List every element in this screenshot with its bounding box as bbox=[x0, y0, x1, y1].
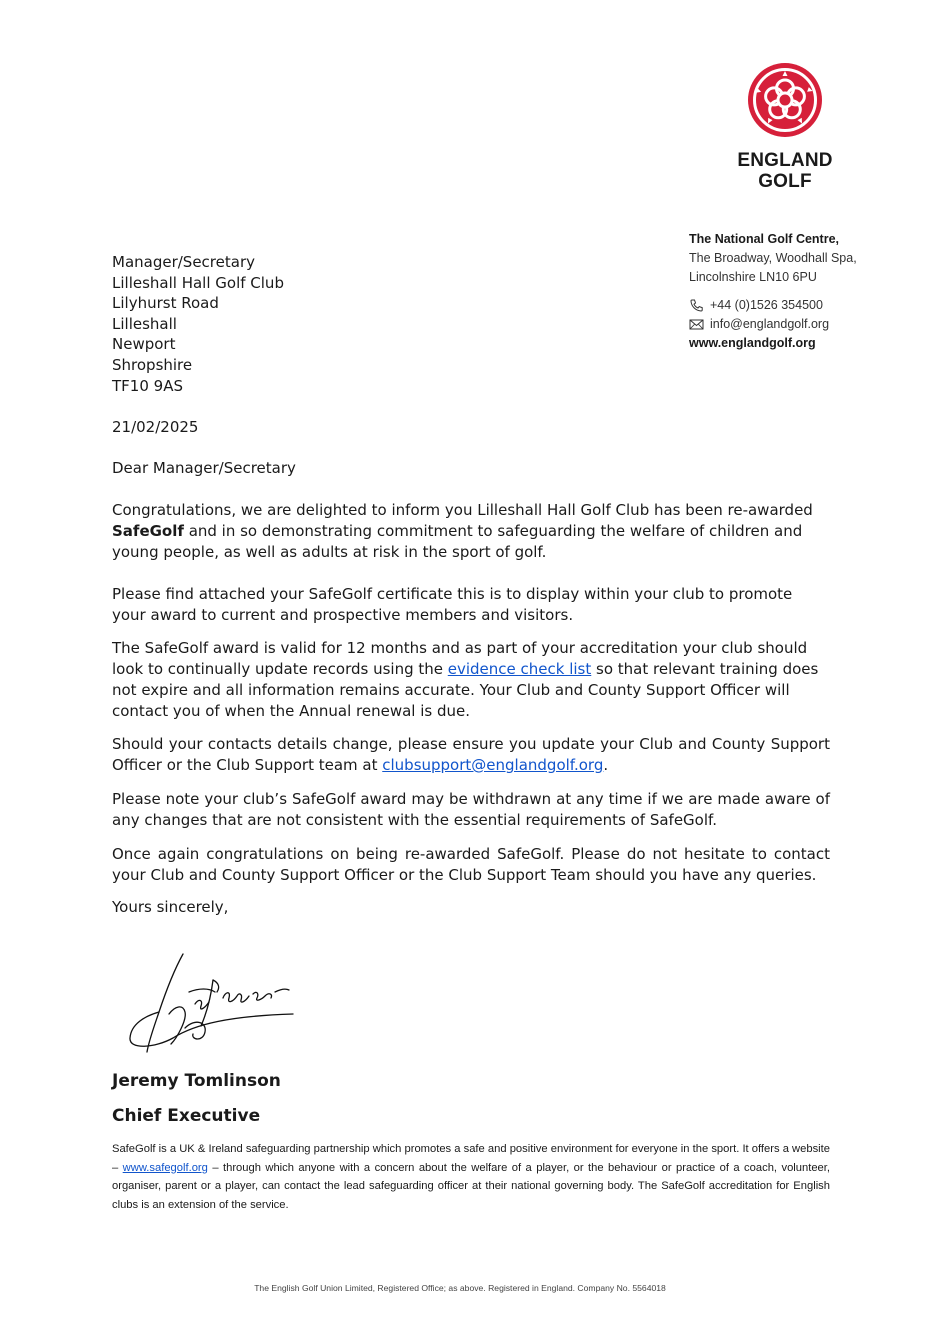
paragraph-certificate: Please find attached your SafeGolf certificate this is to display within your club to promote your award to current and prospective members and visitors. bbox=[112, 585, 793, 624]
sender-address bbox=[689, 230, 857, 353]
paragraph-text: Congratulations, we are delighted to inform you Lilleshall Hall Golf Club has been re-awarded bbox=[112, 501, 813, 519]
signer-name: Jeremy Tomlinson bbox=[112, 1071, 281, 1091]
letter-date: 21/02/2025 bbox=[112, 418, 199, 436]
sender-email-row bbox=[689, 315, 857, 334]
sender-phone: +44 (0)1526 354500 bbox=[710, 298, 823, 312]
safegolf-bold: SafeGolf bbox=[112, 522, 184, 540]
clubsupport-email-link[interactable]: clubsupport@englandgolf.org bbox=[382, 756, 604, 774]
logo-line-golf: GOLF bbox=[758, 171, 812, 192]
logo-line-england: ENGLAND bbox=[737, 150, 833, 171]
legal-footer: The English Golf Union Limited, Registered Office; as above. Registered in England. Company No. 5564018 bbox=[254, 1283, 666, 1293]
footer-note-text: SafeGolf is a UK & Ireland safeguarding partnership which promotes a safe and positive environment for everyone in the sport. It offers a website – bbox=[112, 1143, 830, 1174]
recipient-line: TF10 9AS bbox=[112, 376, 183, 395]
footer-note-text: – through which anyone with a concern about the welfare of a player, or the behaviour or practice of a coach, volunteer, organiser, parent or a player, can contact the lead safeguarding officer at their national governing body. The SafeGolf accreditation for English clubs is an extension of the service. bbox=[112, 1161, 830, 1211]
sender-name: The National Golf Centre, bbox=[689, 232, 840, 246]
sender-website[interactable]: www.englandgolf.org bbox=[689, 336, 816, 350]
recipient-line: Lilyhurst Road bbox=[112, 294, 219, 313]
signature-image bbox=[125, 952, 300, 1057]
rose-emblem-icon bbox=[745, 60, 825, 140]
safegolf-website-link[interactable]: www.safegolf.org bbox=[122, 1161, 208, 1174]
recipient-address bbox=[112, 252, 284, 396]
evidence-check-list-link[interactable]: evidence check list bbox=[447, 660, 592, 678]
closing: Yours sincerely, bbox=[112, 898, 229, 916]
sender-address-line2: Lincolnshire LN10 6PU bbox=[689, 270, 817, 284]
envelope-icon bbox=[689, 318, 704, 331]
recipient-line: Shropshire bbox=[112, 355, 193, 374]
recipient-line: Manager/Secretary bbox=[112, 253, 255, 271]
recipient-line: Lilleshall Hall Golf Club bbox=[112, 273, 284, 292]
paragraph-closing-congrats: Once again congratulations on being re-awarded SafeGolf. Please do not hesitate to contact your Club and County Support Officer or the Club Support Team should you have any queries. bbox=[112, 845, 830, 884]
paragraph-withdrawal: Please note your club’s SafeGolf award may be withdrawn at any time if we are made aware of any changes that are not consistent with the essential requirements of SafeGolf. bbox=[112, 790, 830, 829]
paragraph-text: The SafeGolf award is valid for 12 months and as part of your accreditation your club should look to continually update records using the bbox=[112, 639, 808, 678]
sender-email[interactable]: info@englandgolf.org bbox=[710, 317, 830, 331]
paragraph-text: so that relevant training does not expire and all information remains accurate. Your Club and County Support Officer will contact you of when the Annual renewal is due. bbox=[112, 660, 819, 720]
signer-title: Chief Executive bbox=[112, 1106, 261, 1126]
safegolf-footer-note bbox=[112, 1140, 830, 1214]
recipient-line: Newport bbox=[112, 335, 176, 354]
paragraph-text: Should your contacts details change, please ensure you update your Club and County Support Officer or the Club Support team at bbox=[112, 735, 830, 774]
letter-body bbox=[112, 500, 830, 918]
paragraph-text: . bbox=[603, 756, 609, 774]
paragraph-validity bbox=[112, 638, 830, 722]
paragraph-congratulations bbox=[112, 500, 830, 563]
paragraph-contacts bbox=[112, 734, 830, 776]
phone-icon bbox=[689, 299, 704, 312]
sender-phone-row bbox=[689, 296, 857, 315]
sender-address-line1: The Broadway, Woodhall Spa, bbox=[689, 251, 857, 265]
paragraph-text: and in so demonstrating commitment to safeguarding the welfare of children and young people, as well as adults at risk in the sport of golf. bbox=[112, 522, 803, 561]
england-golf-logo bbox=[733, 60, 837, 192]
salutation: Dear Manager/Secretary bbox=[112, 459, 296, 477]
recipient-line: Lilleshall bbox=[112, 314, 177, 333]
